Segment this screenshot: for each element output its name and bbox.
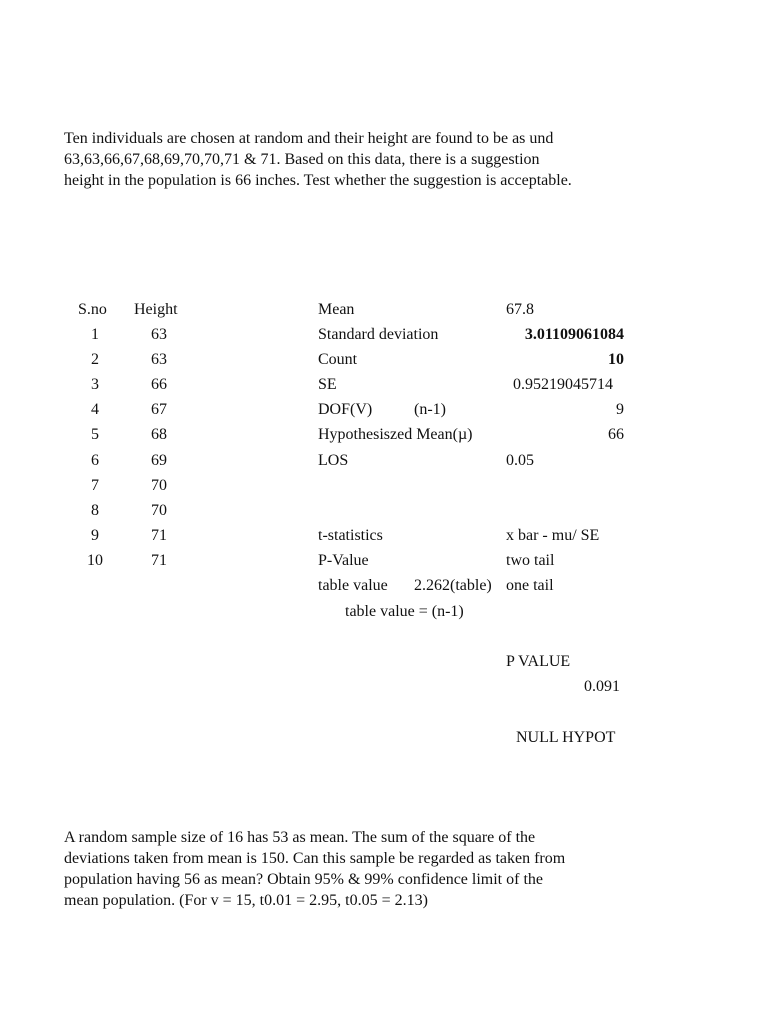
table-value-equation: table value = (n-1) xyxy=(345,603,464,620)
p-value-note: two tail xyxy=(506,552,555,569)
dof-formula: (n-1) xyxy=(414,401,446,418)
count-label: Count xyxy=(318,351,358,368)
table-row-height: 70 xyxy=(151,502,167,519)
height-header: Height xyxy=(134,301,178,318)
table-row-sno: 2 xyxy=(91,351,99,368)
table-row-sno: 9 xyxy=(91,527,99,544)
dof-value: 9 xyxy=(616,401,624,418)
sno-header: S.no xyxy=(78,301,107,318)
los-label: LOS xyxy=(318,452,349,469)
table-row-height: 63 xyxy=(151,326,167,343)
table-row-height: 71 xyxy=(151,552,167,569)
problem-1-line-3: height in the population is 66 inches. Test whether the suggestion is acceptable. xyxy=(64,172,572,189)
mean-label: Mean xyxy=(318,301,355,318)
table-row-height: 66 xyxy=(151,376,167,393)
table-row-height: 70 xyxy=(151,477,167,494)
problem-2-line-4: mean population. (For v = 15, t0.01 = 2.95, t0.05 = 2.13) xyxy=(64,892,428,909)
problem-2-line-1: A random sample size of 16 has 53 as mean. The sum of the square of the xyxy=(64,829,536,846)
mean-value: 67.8 xyxy=(506,301,534,318)
dof-label: DOF(V) xyxy=(318,401,373,418)
table-row-height: 71 xyxy=(151,527,167,544)
table-row-sno: 10 xyxy=(87,552,103,569)
table-row-sno: 6 xyxy=(91,452,99,469)
hypothesized-mean-label: Hypothesiszed Mean(µ) xyxy=(318,426,473,443)
se-label: SE xyxy=(318,376,337,393)
problem-1-line-1: Ten individuals are chosen at random and their height are found to be as und xyxy=(64,130,554,147)
table-row-sno: 5 xyxy=(91,426,99,443)
sd-label: Standard deviation xyxy=(318,326,439,343)
null-hypothesis: NULL HYPOT xyxy=(516,729,616,746)
se-value: 0.95219045714 xyxy=(513,376,613,393)
t-statistics-formula: x bar - mu/ SE xyxy=(506,527,600,544)
problem-1-line-2: 63,63,66,67,68,69,70,70,71 & 71. Based on this data, there is a suggestion xyxy=(64,151,540,168)
table-row-sno: 7 xyxy=(91,477,99,494)
p-value-heading: P VALUE xyxy=(506,653,571,670)
table-value-value: 2.262(table) xyxy=(414,577,492,594)
p-value-result: 0.091 xyxy=(584,678,620,695)
count-value: 10 xyxy=(608,351,624,368)
problem-1-text xyxy=(64,128,624,191)
table-row-sno: 3 xyxy=(91,376,99,393)
los-value: 0.05 xyxy=(506,452,534,469)
hypothesized-mean-value: 66 xyxy=(608,426,624,443)
table-row-sno: 4 xyxy=(91,401,99,418)
table-value-note: one tail xyxy=(506,577,554,594)
problem-2-line-2: deviations taken from mean is 150. Can this sample be regarded as taken from xyxy=(64,850,566,867)
problem-2-text xyxy=(64,827,624,911)
problem-2-line-3: population having 56 as mean? Obtain 95% & 99% confidence limit of the xyxy=(64,871,543,888)
p-value-label: P-Value xyxy=(318,552,369,569)
t-statistics-label: t-statistics xyxy=(318,527,383,544)
table-row-height: 67 xyxy=(151,401,167,418)
table-row-sno: 1 xyxy=(91,326,99,343)
sd-value: 3.01109061084 xyxy=(524,326,624,343)
table-row-height: 68 xyxy=(151,426,167,443)
table-row-height: 63 xyxy=(151,351,167,368)
table-row-height: 69 xyxy=(151,452,167,469)
table-row-sno: 8 xyxy=(91,502,99,519)
table-value-label: table value xyxy=(318,577,388,594)
